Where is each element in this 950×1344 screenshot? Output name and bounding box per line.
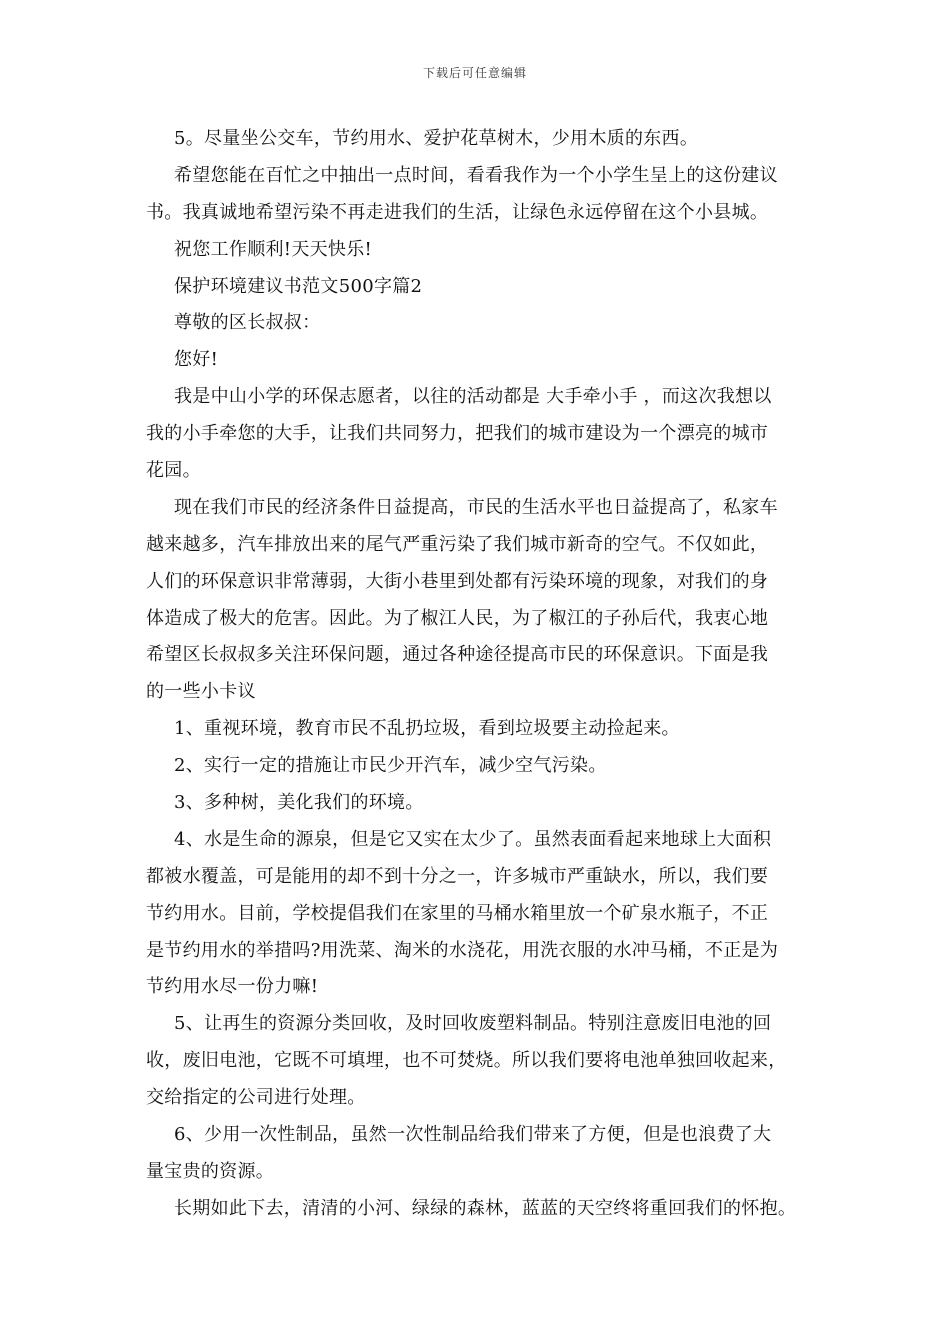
text-line: 希望您能在百忙之中抽出一点时间，看看我作为一个小学生呈上的这份建议 bbox=[174, 164, 778, 186]
text-line: 都被水覆盖，可是能用的却不到十分之一，许多城市严重缺水，所以，我们要 bbox=[146, 865, 769, 887]
text-line: 5、让再生的资源分类回收，及时回收废塑料制品。特别注意废旧电池的回 bbox=[174, 1013, 772, 1035]
text-line: 越来越多，汽车排放出来的尾气严重污染了我们城市新奇的空气。不仅如此， bbox=[146, 533, 769, 555]
text-line: 节约用水。目前，学校提倡我们在家里的马桶水箱里放一个矿泉水瓶子，不正 bbox=[146, 902, 769, 924]
text-line: 1、重视环境，教育市民不乱扔垃圾，看到垃圾要主动捡起来。 bbox=[174, 718, 680, 740]
text-line: 的一些小卡议 bbox=[146, 681, 256, 703]
text-line: 3、多种树，美化我们的环境。 bbox=[174, 792, 424, 814]
text-line: 是节约用水的举措吗?用洗菜、淘米的水浇花，用洗衣服的水冲马桶，不正是为 bbox=[146, 939, 779, 961]
text-line: 2、实行一定的措施让市民少开汽车，减少空气污染。 bbox=[174, 755, 607, 777]
text-line: 长期如此下去，清清的小河、绿绿的森林，蓝蓝的天空终将重回我们的怀抱。 bbox=[174, 1197, 797, 1219]
text-line: 收，废旧电池，它既不可填埋，也不可焚烧。所以我们要将电池单独回收起来， bbox=[146, 1050, 787, 1072]
text-line: 4、水是生命的源泉，但是它又实在太少了。虽然表面看起来地球上大面积 bbox=[174, 828, 772, 850]
text-line: 花园。 bbox=[146, 460, 201, 482]
text-line: 我的小手牵您的大手，让我们共同努力，把我们的城市建设为一个漂亮的城市 bbox=[146, 423, 769, 445]
text-line: 人们的环保意识非常薄弱，大街小巷里到处都有污染环境的现象，对我们的身 bbox=[146, 570, 769, 592]
text-line: 您好! bbox=[174, 349, 219, 371]
text-line: 节约用水尽一份力嘛! bbox=[146, 976, 319, 998]
text-line: 希望区长叔叔多关注环保问题，通过各种途径提高市民的环保意识。下面是我 bbox=[146, 644, 769, 666]
text-line: 体造成了极大的危害。因此。为了椒江人民，为了椒江的子孙后代，我衷心地 bbox=[146, 607, 769, 629]
page-header: 下载后可任意编辑 bbox=[422, 66, 527, 80]
text-line: 保护环境建议书范文500字篇2 bbox=[174, 275, 423, 297]
document-body bbox=[146, 121, 822, 1228]
text-line: 书。我真诚地希望污染不再走进我们的生活，让绿色永远停留在这个小县城。 bbox=[146, 201, 769, 223]
text-line: 祝您工作顺利!天天快乐! bbox=[174, 238, 373, 260]
text-line: 5。尽量坐公交车，节约用水、爱护花草树木，少用木质的东西。 bbox=[174, 128, 699, 149]
text-line: 现在我们市民的经济条件日益提高，市民的生活水平也日益提高了，私家车 bbox=[174, 496, 778, 518]
text-line: 交给指定的公司进行处理。 bbox=[146, 1087, 366, 1109]
text-line: 量宝贵的资源。 bbox=[146, 1160, 275, 1182]
text-line: 我是中山小学的环保志愿者，以往的活动都是 大手牵小手 ，而这次我想以 bbox=[174, 386, 772, 408]
text-line: 尊敬的区长叔叔： bbox=[174, 312, 321, 334]
text-line: 6、少用一次性制品，虽然一次性制品给我们带来了方便，但是也浪费了大 bbox=[174, 1124, 772, 1146]
